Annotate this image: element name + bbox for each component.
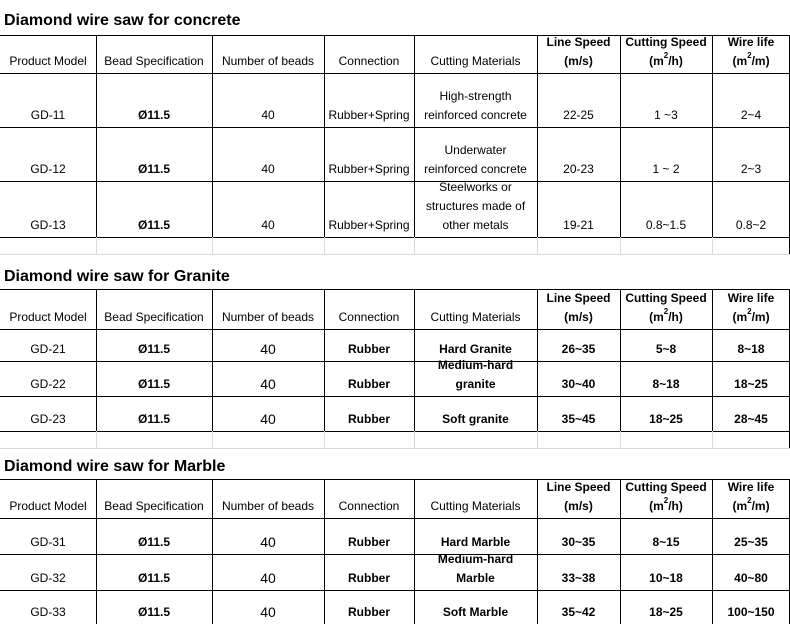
cell-line: 28~45 [734, 412, 768, 426]
cutting-speed-cell [620, 396, 712, 431]
header-cutting-speed [620, 35, 712, 73]
cell-line: reinforced concrete [424, 162, 527, 176]
cutting-materials-cell [414, 73, 537, 127]
spacer-divider [712, 431, 713, 448]
spacer-divider [324, 237, 325, 254]
cell-line: 35~45 [561, 412, 596, 426]
header-bead-specification [96, 479, 212, 518]
cell-line: 8~18 [652, 377, 680, 391]
cell-line: $(m^2/h)$ [649, 496, 683, 513]
cell-line: 20-23 [563, 162, 594, 176]
wire-life-cell [712, 554, 790, 590]
section-title: Diamond wire saw for Marble [4, 458, 226, 475]
cell-line: other metals [442, 218, 509, 232]
cell-line: Rubber [348, 377, 390, 391]
cell-line: Rubber+Spring [328, 162, 410, 176]
cell-line: 26~35 [561, 342, 596, 356]
product-model-cell [0, 361, 96, 396]
spacer-divider [324, 431, 325, 448]
cutting-speed-cell [620, 127, 712, 181]
cell-line: Ø11.5 [137, 571, 171, 585]
wire-life-cell [712, 181, 790, 237]
cell-line: 2~4 [740, 108, 762, 122]
cell-line: GD-12 [30, 162, 66, 176]
number-of-beads-cell [212, 518, 324, 554]
header-bead-specification [96, 289, 212, 329]
header-cutting-materials [414, 35, 537, 73]
cell-line: Cutting Materials [430, 310, 521, 324]
cell-line: Connection [338, 54, 400, 68]
superscript: 2 [663, 307, 669, 316]
cell-line: 1 ~ 2 [652, 162, 680, 176]
cell-line: Bead Specification [104, 310, 204, 324]
cell-line: $(m^2/m)$ [732, 307, 770, 324]
cell-line: Product Model [9, 499, 87, 513]
cell-line: Rubber [348, 412, 390, 426]
header-number-of-beads [212, 479, 324, 518]
cutting-speed-cell [620, 590, 712, 624]
cell-line: 40 [260, 341, 276, 357]
cell-line: Ø11.5 [137, 605, 171, 619]
cell-line: $(m^2/h)$ [649, 307, 683, 324]
spacer-border [0, 254, 790, 255]
cell-line: Wire life [727, 35, 775, 49]
cell-line: Product Model [9, 54, 87, 68]
cell-line: Bead Specification [104, 499, 204, 513]
cell-line: Line Speed [546, 35, 611, 49]
cell-line: Ø11.5 [137, 535, 171, 549]
cell-line: GD-32 [30, 571, 66, 585]
product-model-cell [0, 590, 96, 624]
spacer-divider [96, 237, 97, 254]
number-of-beads-cell [212, 73, 324, 127]
cell-line: Cutting Materials [430, 499, 521, 513]
cell-line: Line Speed [546, 480, 611, 494]
cell-line: Rubber [348, 342, 390, 356]
cell-line: $(m^2/m)$ [732, 496, 770, 513]
product-model-cell [0, 518, 96, 554]
number-of-beads-cell [212, 329, 324, 361]
spacer-divider [96, 431, 97, 448]
header-cutting-speed [620, 479, 712, 518]
bead-spec-cell [96, 127, 212, 181]
cell-line: Marble [456, 571, 495, 585]
cell-line: Wire life [727, 291, 775, 305]
cell-line: 0.8~2 [735, 218, 767, 232]
cell-line: 1 ~3 [654, 108, 678, 122]
header-wire-life [712, 35, 790, 73]
cell-line: Cutting Speed [625, 291, 707, 305]
cell-line: 40 [260, 411, 276, 427]
connection-cell [324, 518, 414, 554]
connection-cell [324, 590, 414, 624]
cutting-speed-cell [620, 329, 712, 361]
number-of-beads-cell [212, 554, 324, 590]
product-model-cell [0, 127, 96, 181]
cell-line: Hard Granite [439, 342, 512, 356]
cell-line: GD-31 [30, 535, 66, 549]
header-number-of-beads [212, 289, 324, 329]
header-cutting-speed [620, 289, 712, 329]
line-speed-cell [537, 396, 620, 431]
cell-line: 35~42 [561, 605, 596, 619]
cell-line: Soft granite [442, 412, 509, 426]
cell-line: 8~15 [652, 535, 680, 549]
cutting-materials-cell [414, 358, 537, 396]
superscript: 2 [663, 496, 669, 505]
spacer-divider [620, 237, 621, 254]
cell-line: (m/s) [564, 54, 593, 68]
header-cutting-materials [414, 289, 537, 329]
cell-line: 18~25 [649, 412, 683, 426]
cutting-speed-cell [620, 361, 712, 396]
cell-line: 40 [260, 534, 276, 550]
line-speed-cell [537, 329, 620, 361]
section-title: Diamond wire saw for concrete [4, 12, 241, 29]
header-connection [324, 35, 414, 73]
header-line-speed [537, 289, 620, 329]
cell-line: Ø11.5 [137, 218, 171, 232]
cell-line: Ø11.5 [137, 412, 171, 426]
bead-spec-cell [96, 73, 212, 127]
cell-line: (m/s) [564, 310, 593, 324]
connection-cell [324, 554, 414, 590]
cell-line: Steelworks or [439, 180, 512, 194]
cell-line: Hard Marble [440, 535, 511, 549]
wire-life-cell [712, 361, 790, 396]
cell-line: Rubber [348, 535, 390, 549]
cutting-materials-cell [414, 396, 537, 431]
number-of-beads-cell [212, 361, 324, 396]
cell-line: 25~35 [734, 535, 768, 549]
product-model-cell [0, 396, 96, 431]
cell-line: Cutting Speed [625, 35, 707, 49]
cell-line: 18~25 [649, 605, 683, 619]
line-speed-cell [537, 554, 620, 590]
spacer-divider [620, 431, 621, 448]
header-connection [324, 479, 414, 518]
spacer-divider [212, 237, 213, 254]
cell-line: $(m^2/m)$ [732, 51, 770, 68]
line-speed-cell [537, 127, 620, 181]
cell-line: Cutting Materials [430, 54, 521, 68]
cell-line: Line Speed [546, 291, 611, 305]
header-wire-life [712, 479, 790, 518]
cell-line: 40 [261, 162, 275, 176]
connection-cell [324, 396, 414, 431]
product-model-cell [0, 554, 96, 590]
connection-cell [324, 73, 414, 127]
cutting-materials-cell [414, 590, 537, 624]
bead-spec-cell [96, 590, 212, 624]
connection-cell [324, 329, 414, 361]
bead-spec-cell [96, 396, 212, 431]
bead-spec-cell [96, 181, 212, 237]
product-model-cell [0, 181, 96, 237]
cell-line: 40~80 [734, 571, 768, 585]
header-cutting-materials [414, 479, 537, 518]
header-wire-life [712, 289, 790, 329]
cell-line: 30~40 [561, 377, 596, 391]
bead-spec-cell [96, 518, 212, 554]
cell-line: Rubber+Spring [328, 218, 410, 232]
wire-life-cell [712, 127, 790, 181]
spacer-divider [537, 237, 538, 254]
superscript: 2 [663, 51, 669, 60]
cell-line: Ø11.5 [137, 108, 171, 122]
cell-line: structures made of [425, 199, 526, 213]
cutting-speed-cell [620, 181, 712, 237]
cell-line: High-strength [439, 89, 512, 103]
cell-line: Ø11.5 [137, 162, 171, 176]
wire-life-cell [712, 329, 790, 361]
header-line-speed [537, 479, 620, 518]
header-connection [324, 289, 414, 329]
header-product-model [0, 289, 96, 329]
cell-line: 8~18 [737, 342, 765, 356]
section-title: Diamond wire saw for Granite [4, 268, 230, 285]
line-speed-cell [537, 518, 620, 554]
cell-line: 30~35 [561, 535, 596, 549]
cell-line: 18~25 [734, 377, 768, 391]
cell-line: Rubber [348, 605, 390, 619]
line-speed-cell [537, 181, 620, 237]
connection-cell [324, 361, 414, 396]
wire-life-cell [712, 73, 790, 127]
number-of-beads-cell [212, 181, 324, 237]
cell-line: 5~8 [655, 342, 677, 356]
superscript: 2 [747, 496, 752, 505]
cell-line: 22-25 [563, 108, 594, 122]
cell-line: Underwater [444, 143, 507, 157]
header-product-model [0, 479, 96, 518]
cell-line: granite [455, 377, 496, 391]
cell-line: 40 [261, 108, 275, 122]
cell-line: Wire life [727, 480, 775, 494]
cell-line: GD-22 [30, 377, 66, 391]
spacer-divider [537, 431, 538, 448]
cell-line: 0.8~1.5 [645, 218, 687, 232]
header-product-model [0, 35, 96, 73]
cell-line: Rubber [348, 571, 390, 585]
cell-line: 100~150 [727, 605, 775, 619]
wire-life-cell [712, 396, 790, 431]
cell-line: 10~18 [649, 571, 683, 585]
superscript: 2 [747, 51, 752, 60]
cell-line: Number of beads [221, 310, 315, 324]
cell-line: Rubber+Spring [328, 108, 410, 122]
cell-line: reinforced concrete [424, 108, 527, 122]
header-bead-specification [96, 35, 212, 73]
cell-line: GD-21 [30, 342, 66, 356]
cell-line: 40 [260, 376, 276, 392]
cell-line: Ø11.5 [137, 342, 171, 356]
wire-life-cell [712, 518, 790, 554]
header-line-speed [537, 35, 620, 73]
cell-line: GD-11 [30, 108, 66, 122]
cell-line: Ø11.5 [137, 377, 171, 391]
cutting-speed-cell [620, 554, 712, 590]
cell-line: Medium-hard [437, 358, 514, 372]
product-model-cell [0, 73, 96, 127]
cell-line: Number of beads [221, 499, 315, 513]
number-of-beads-cell [212, 127, 324, 181]
spacer-divider [712, 237, 713, 254]
bead-spec-cell [96, 361, 212, 396]
cell-line: GD-33 [30, 605, 66, 619]
cell-line: $(m^2/h)$ [649, 51, 683, 68]
cell-line: Connection [338, 310, 400, 324]
cutting-materials-cell [414, 554, 537, 590]
cell-line: Bead Specification [104, 54, 204, 68]
cutting-materials-cell [414, 181, 537, 237]
cell-line: 40 [260, 604, 276, 620]
cell-line: Product Model [9, 310, 87, 324]
line-speed-cell [537, 361, 620, 396]
line-speed-cell [537, 73, 620, 127]
cell-line: Number of beads [221, 54, 315, 68]
cell-line: Cutting Speed [625, 480, 707, 494]
number-of-beads-cell [212, 396, 324, 431]
row-border [0, 431, 790, 432]
number-of-beads-cell [212, 590, 324, 624]
cell-line: 40 [261, 218, 275, 232]
connection-cell [324, 181, 414, 237]
cell-line: 40 [260, 570, 276, 586]
header-number-of-beads [212, 35, 324, 73]
superscript: 2 [747, 307, 752, 316]
wire-life-cell [712, 590, 790, 624]
cell-line: 2~3 [740, 162, 762, 176]
cell-line: GD-23 [30, 412, 66, 426]
spacer-divider [212, 431, 213, 448]
connection-cell [324, 127, 414, 181]
cell-line: 19-21 [563, 218, 594, 232]
product-model-cell [0, 329, 96, 361]
cell-line: Medium-hard [437, 552, 514, 566]
cutting-speed-cell [620, 518, 712, 554]
spacer-divider [414, 237, 415, 254]
cell-line: Connection [338, 499, 400, 513]
cell-line: 33~38 [561, 571, 596, 585]
row-border [0, 237, 790, 238]
bead-spec-cell [96, 554, 212, 590]
cutting-materials-cell [414, 518, 537, 554]
cutting-speed-cell [620, 73, 712, 127]
spacer-border [0, 448, 790, 449]
cutting-materials-cell [414, 127, 537, 181]
cell-line: Soft Marble [442, 605, 509, 619]
cell-line: (m/s) [564, 499, 593, 513]
spacer-divider [414, 431, 415, 448]
cell-line: GD-13 [30, 218, 66, 232]
bead-spec-cell [96, 329, 212, 361]
line-speed-cell [537, 590, 620, 624]
